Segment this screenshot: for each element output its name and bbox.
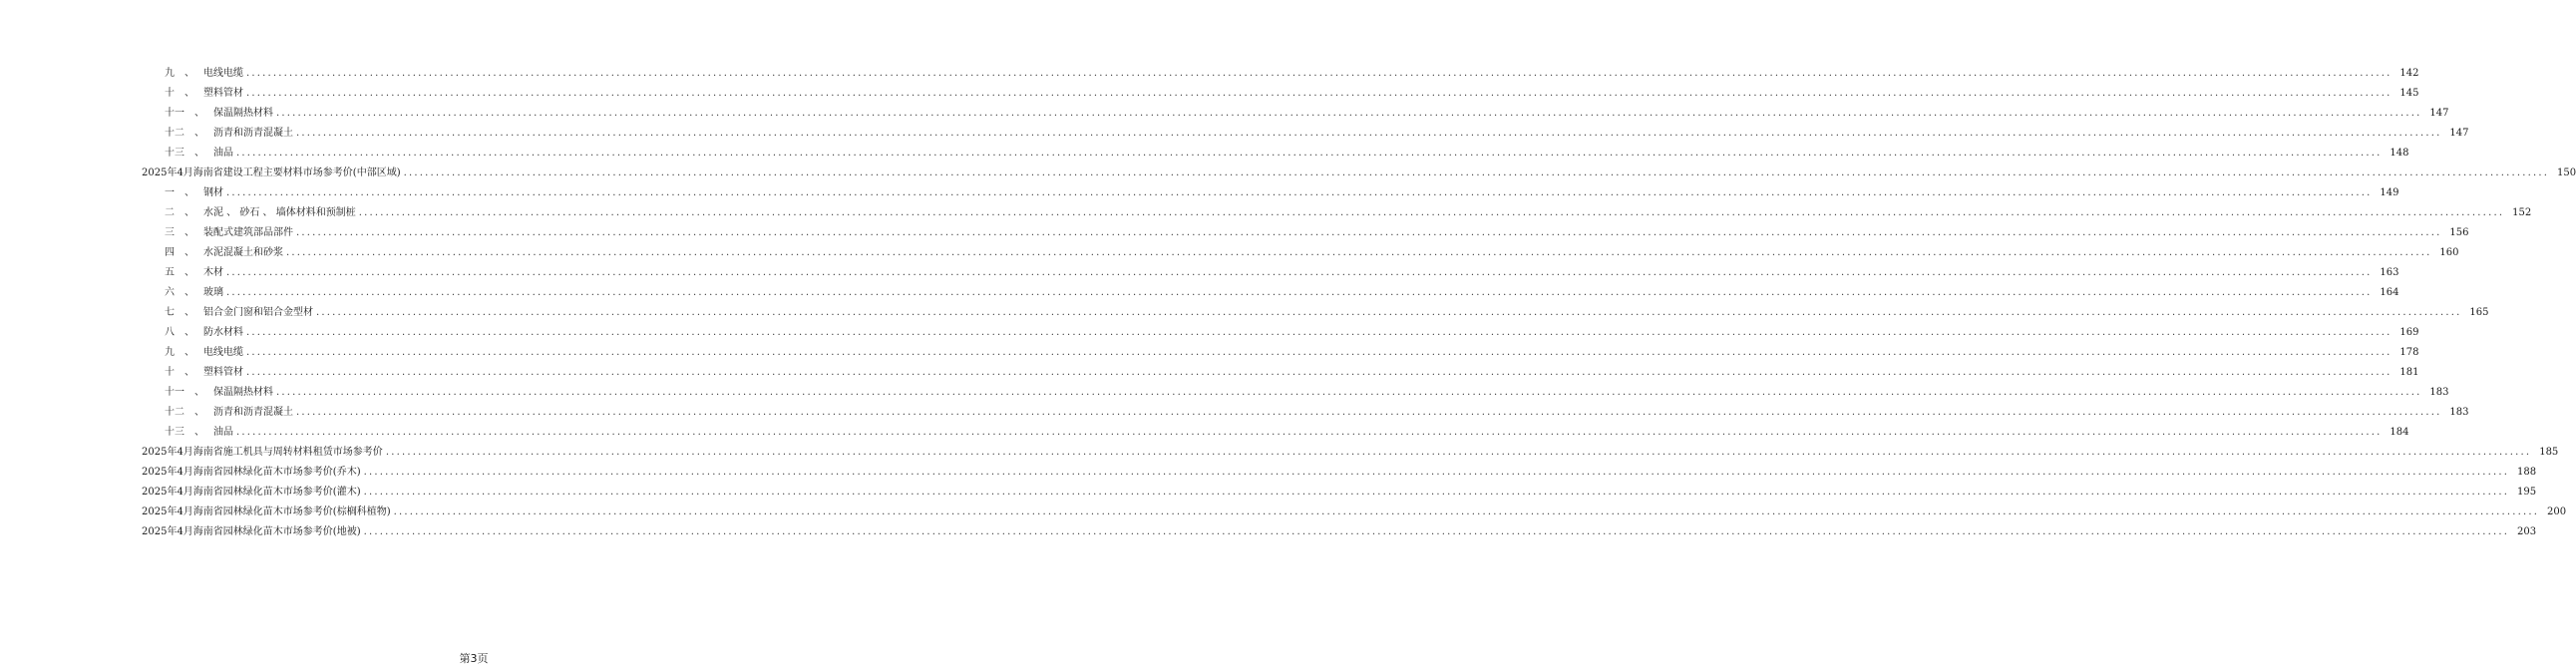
toc-entry-title: 水泥混凝土和砂浆 (203, 247, 283, 258)
toc-entry-page-number: 156 (2449, 227, 2469, 238)
toc-entry-separator: 、 (184, 307, 194, 318)
toc-entry-page-number: 195 (2517, 487, 2537, 498)
toc-entry-separator: 、 (184, 267, 194, 278)
toc-entry-number: 七 (165, 307, 175, 318)
dot-leader: ................................................................................................................................................................................................................................................................................................................................................................................................................ (226, 267, 2373, 278)
toc-subsection-entry[interactable] (0, 403, 2469, 423)
toc-section-entry[interactable] (0, 522, 2537, 542)
toc-subsection-entry[interactable] (0, 104, 2449, 124)
toc-entry-separator: 、 (184, 207, 194, 218)
toc-entry-number: 六 (165, 287, 175, 298)
dot-leader: ................................................................................................................................................................................................................................................................................................................................................................................................................ (246, 327, 2392, 338)
toc-subsection-entry[interactable] (0, 64, 2419, 84)
dot-leader: ................................................................................................................................................................................................................................................................................................................................................................................................................ (286, 247, 2432, 258)
dot-leader: ................................................................................................................................................................................................................................................................................................................................................................................................................ (363, 526, 2510, 537)
toc-entry-number: 二 (165, 207, 175, 218)
toc-entry-title: 塑料管材 (203, 88, 243, 99)
toc-entry-page-number: 181 (2399, 367, 2419, 378)
toc-subsection-entry[interactable] (0, 144, 2409, 164)
toc-entry-number: 十 (165, 367, 175, 378)
toc-entry-separator: 、 (194, 128, 204, 139)
toc-entry-number: 九 (165, 68, 175, 79)
toc-entry-separator: 、 (184, 287, 194, 298)
toc-entry-number: 十 (165, 88, 175, 99)
toc-section-entry[interactable] (0, 443, 2559, 463)
dot-leader: ................................................................................................................................................................................................................................................................................................................................................................................................................ (316, 307, 2462, 318)
toc-section-entry[interactable] (0, 164, 2576, 183)
toc-entry-number: 十三 (165, 148, 184, 159)
toc-entry-separator: 、 (184, 367, 194, 378)
toc-entry-title: 电线电缆 (203, 347, 243, 358)
toc-entry-separator: 、 (194, 427, 204, 438)
toc-entry-page-number: 148 (2390, 148, 2409, 159)
toc-entry-page-number: 152 (2512, 207, 2532, 218)
dot-leader: ................................................................................................................................................................................................................................................................................................................................................................................................................ (226, 287, 2373, 298)
toc-entry-title: 2025年4月海南省施工机具与周转材料租赁市场参考价 (142, 447, 383, 458)
toc-entry-title: 沥青和沥青混凝土 (213, 407, 293, 418)
toc-subsection-entry[interactable] (0, 323, 2419, 343)
toc-entry-number: 四 (165, 247, 175, 258)
dot-leader: ................................................................................................................................................................................................................................................................................................................................................................................................................ (236, 427, 2383, 438)
toc-subsection-entry[interactable] (0, 283, 2399, 303)
page-number-footer: 第3页 (459, 652, 489, 665)
toc-subsection-entry[interactable] (0, 84, 2419, 104)
toc-entry-page-number: 164 (2380, 287, 2399, 298)
toc-entry-page-number: 150 (2557, 168, 2576, 178)
toc-entry-page-number: 169 (2399, 327, 2419, 338)
toc-subsection-entry[interactable] (0, 363, 2419, 383)
dot-leader: ................................................................................................................................................................................................................................................................................................................................................................................................................ (296, 407, 2442, 418)
toc-entry-separator: 、 (194, 407, 204, 418)
toc-entry-number: 十三 (165, 427, 184, 438)
toc-subsection-entry[interactable] (0, 263, 2399, 283)
toc-entry-title: 2025年4月海南省园林绿化苗木市场参考价(棕榈科植物) (142, 506, 391, 517)
toc-entry-page-number: 183 (2429, 387, 2449, 398)
toc-entry-title: 装配式建筑部品部件 (203, 227, 293, 238)
toc-subsection-entry[interactable] (0, 423, 2409, 443)
toc-entry-number: 五 (165, 267, 175, 278)
dot-leader: ................................................................................................................................................................................................................................................................................................................................................................................................................ (246, 347, 2392, 358)
toc-entry-title: 2025年4月海南省园林绿化苗木市场参考价(乔木) (142, 467, 361, 478)
toc-entry-separator: 、 (184, 247, 194, 258)
toc-entry-page-number: 142 (2399, 68, 2419, 79)
toc-entry-page-number: 178 (2399, 347, 2419, 358)
toc-entry-title: 油品 (213, 427, 233, 438)
toc-entry-separator: 、 (184, 347, 194, 358)
toc-entry-title: 保温隔热材料 (213, 387, 273, 398)
dot-leader: ................................................................................................................................................................................................................................................................................................................................................................................................................ (296, 128, 2442, 139)
toc-entry-page-number: 147 (2429, 108, 2449, 119)
toc-entry-title: 玻璃 (203, 287, 223, 298)
toc-entry-page-number: 145 (2399, 88, 2419, 99)
toc-entry-title: 2025年4月海南省建设工程主要材料市场参考价(中部区域) (142, 168, 401, 178)
dot-leader: ................................................................................................................................................................................................................................................................................................................................................................................................................ (363, 467, 2510, 478)
toc-entry-separator: 、 (194, 387, 204, 398)
toc-subsection-entry[interactable] (0, 243, 2459, 263)
toc-entry-page-number: 149 (2380, 187, 2399, 198)
toc-subsection-entry[interactable] (0, 203, 2532, 223)
dot-leader: ................................................................................................................................................................................................................................................................................................................................................................................................................ (276, 108, 2422, 119)
toc-subsection-entry[interactable] (0, 124, 2469, 144)
toc-entry-page-number: 183 (2449, 407, 2469, 418)
dot-leader: ................................................................................................................................................................................................................................................................................................................................................................................................................ (276, 387, 2422, 398)
dot-leader: ................................................................................................................................................................................................................................................................................................................................................................................................................ (358, 207, 2505, 218)
toc-entry-title: 保温隔热材料 (213, 108, 273, 119)
toc-entry-separator: 、 (184, 227, 194, 238)
toc-entry-page-number: 203 (2517, 526, 2537, 537)
toc-entry-number: 九 (165, 347, 175, 358)
toc-entry-page-number: 188 (2517, 467, 2537, 478)
toc-entry-page-number: 160 (2439, 247, 2459, 258)
toc-entry-separator: 、 (184, 68, 194, 79)
toc-entry-title: 防水材料 (203, 327, 243, 338)
dot-leader: ................................................................................................................................................................................................................................................................................................................................................................................................................ (385, 447, 2532, 458)
toc-entry-title: 2025年4月海南省园林绿化苗木市场参考价(灌木) (142, 487, 361, 498)
toc-entry-separator: 、 (194, 148, 204, 159)
toc-section-entry[interactable] (0, 502, 2567, 522)
dot-leader: ................................................................................................................................................................................................................................................................................................................................................................................................................ (403, 168, 2550, 178)
toc-entry-title: 2025年4月海南省园林绿化苗木市场参考价(地被) (142, 526, 361, 537)
toc-entry-title: 木材 (203, 267, 223, 278)
dot-leader: ................................................................................................................................................................................................................................................................................................................................................................................................................ (236, 148, 2383, 159)
toc-entry-number: 十二 (165, 407, 184, 418)
toc-subsection-entry[interactable] (0, 223, 2469, 243)
toc-entry-title: 铝合金门窗和铝合金型材 (203, 307, 313, 318)
toc-entry-title: 沥青和沥青混凝土 (213, 128, 293, 139)
toc-entry-number: 三 (165, 227, 175, 238)
toc-subsection-entry[interactable] (0, 303, 2489, 323)
dot-leader: ................................................................................................................................................................................................................................................................................................................................................................................................................ (296, 227, 2442, 238)
toc-subsection-entry[interactable] (0, 383, 2449, 403)
toc-entry-page-number: 200 (2547, 506, 2567, 517)
toc-entry-title: 水泥 、 砂石 、 墙体材料和预制桩 (203, 207, 356, 218)
toc-entry-number: 一 (165, 187, 175, 198)
dot-leader: ................................................................................................................................................................................................................................................................................................................................................................................................................ (363, 487, 2510, 498)
toc-entry-page-number: 185 (2539, 447, 2559, 458)
toc-entry-title: 电线电缆 (203, 68, 243, 79)
toc-entry-title: 塑料管材 (203, 367, 243, 378)
toc-entry-page-number: 147 (2449, 128, 2469, 139)
toc-section-entry[interactable] (0, 483, 2537, 502)
dot-leader: ................................................................................................................................................................................................................................................................................................................................................................................................................ (226, 187, 2373, 198)
toc-subsection-entry[interactable] (0, 183, 2399, 203)
toc-entry-title: 油品 (213, 148, 233, 159)
toc-entry-page-number: 163 (2380, 267, 2399, 278)
toc-entry-number: 十二 (165, 128, 184, 139)
dot-leader: ................................................................................................................................................................................................................................................................................................................................................................................................................ (246, 88, 2392, 99)
toc-section-entry[interactable] (0, 463, 2537, 483)
toc-entry-title: 钢材 (203, 187, 223, 198)
dot-leader: ................................................................................................................................................................................................................................................................................................................................................................................................................ (393, 506, 2540, 517)
toc-entry-page-number: 184 (2390, 427, 2409, 438)
toc-entry-separator: 、 (194, 108, 204, 119)
toc-subsection-entry[interactable] (0, 343, 2419, 363)
dot-leader: ................................................................................................................................................................................................................................................................................................................................................................................................................ (246, 68, 2392, 79)
toc-entry-separator: 、 (184, 187, 194, 198)
toc-entry-separator: 、 (184, 88, 194, 99)
toc-entry-number: 十一 (165, 387, 184, 398)
table-of-contents (0, 64, 2576, 542)
toc-entry-number: 十一 (165, 108, 184, 119)
dot-leader: ................................................................................................................................................................................................................................................................................................................................................................................................................ (246, 367, 2392, 378)
toc-entry-number: 八 (165, 327, 175, 338)
toc-entry-page-number: 165 (2469, 307, 2489, 318)
toc-entry-separator: 、 (184, 327, 194, 338)
